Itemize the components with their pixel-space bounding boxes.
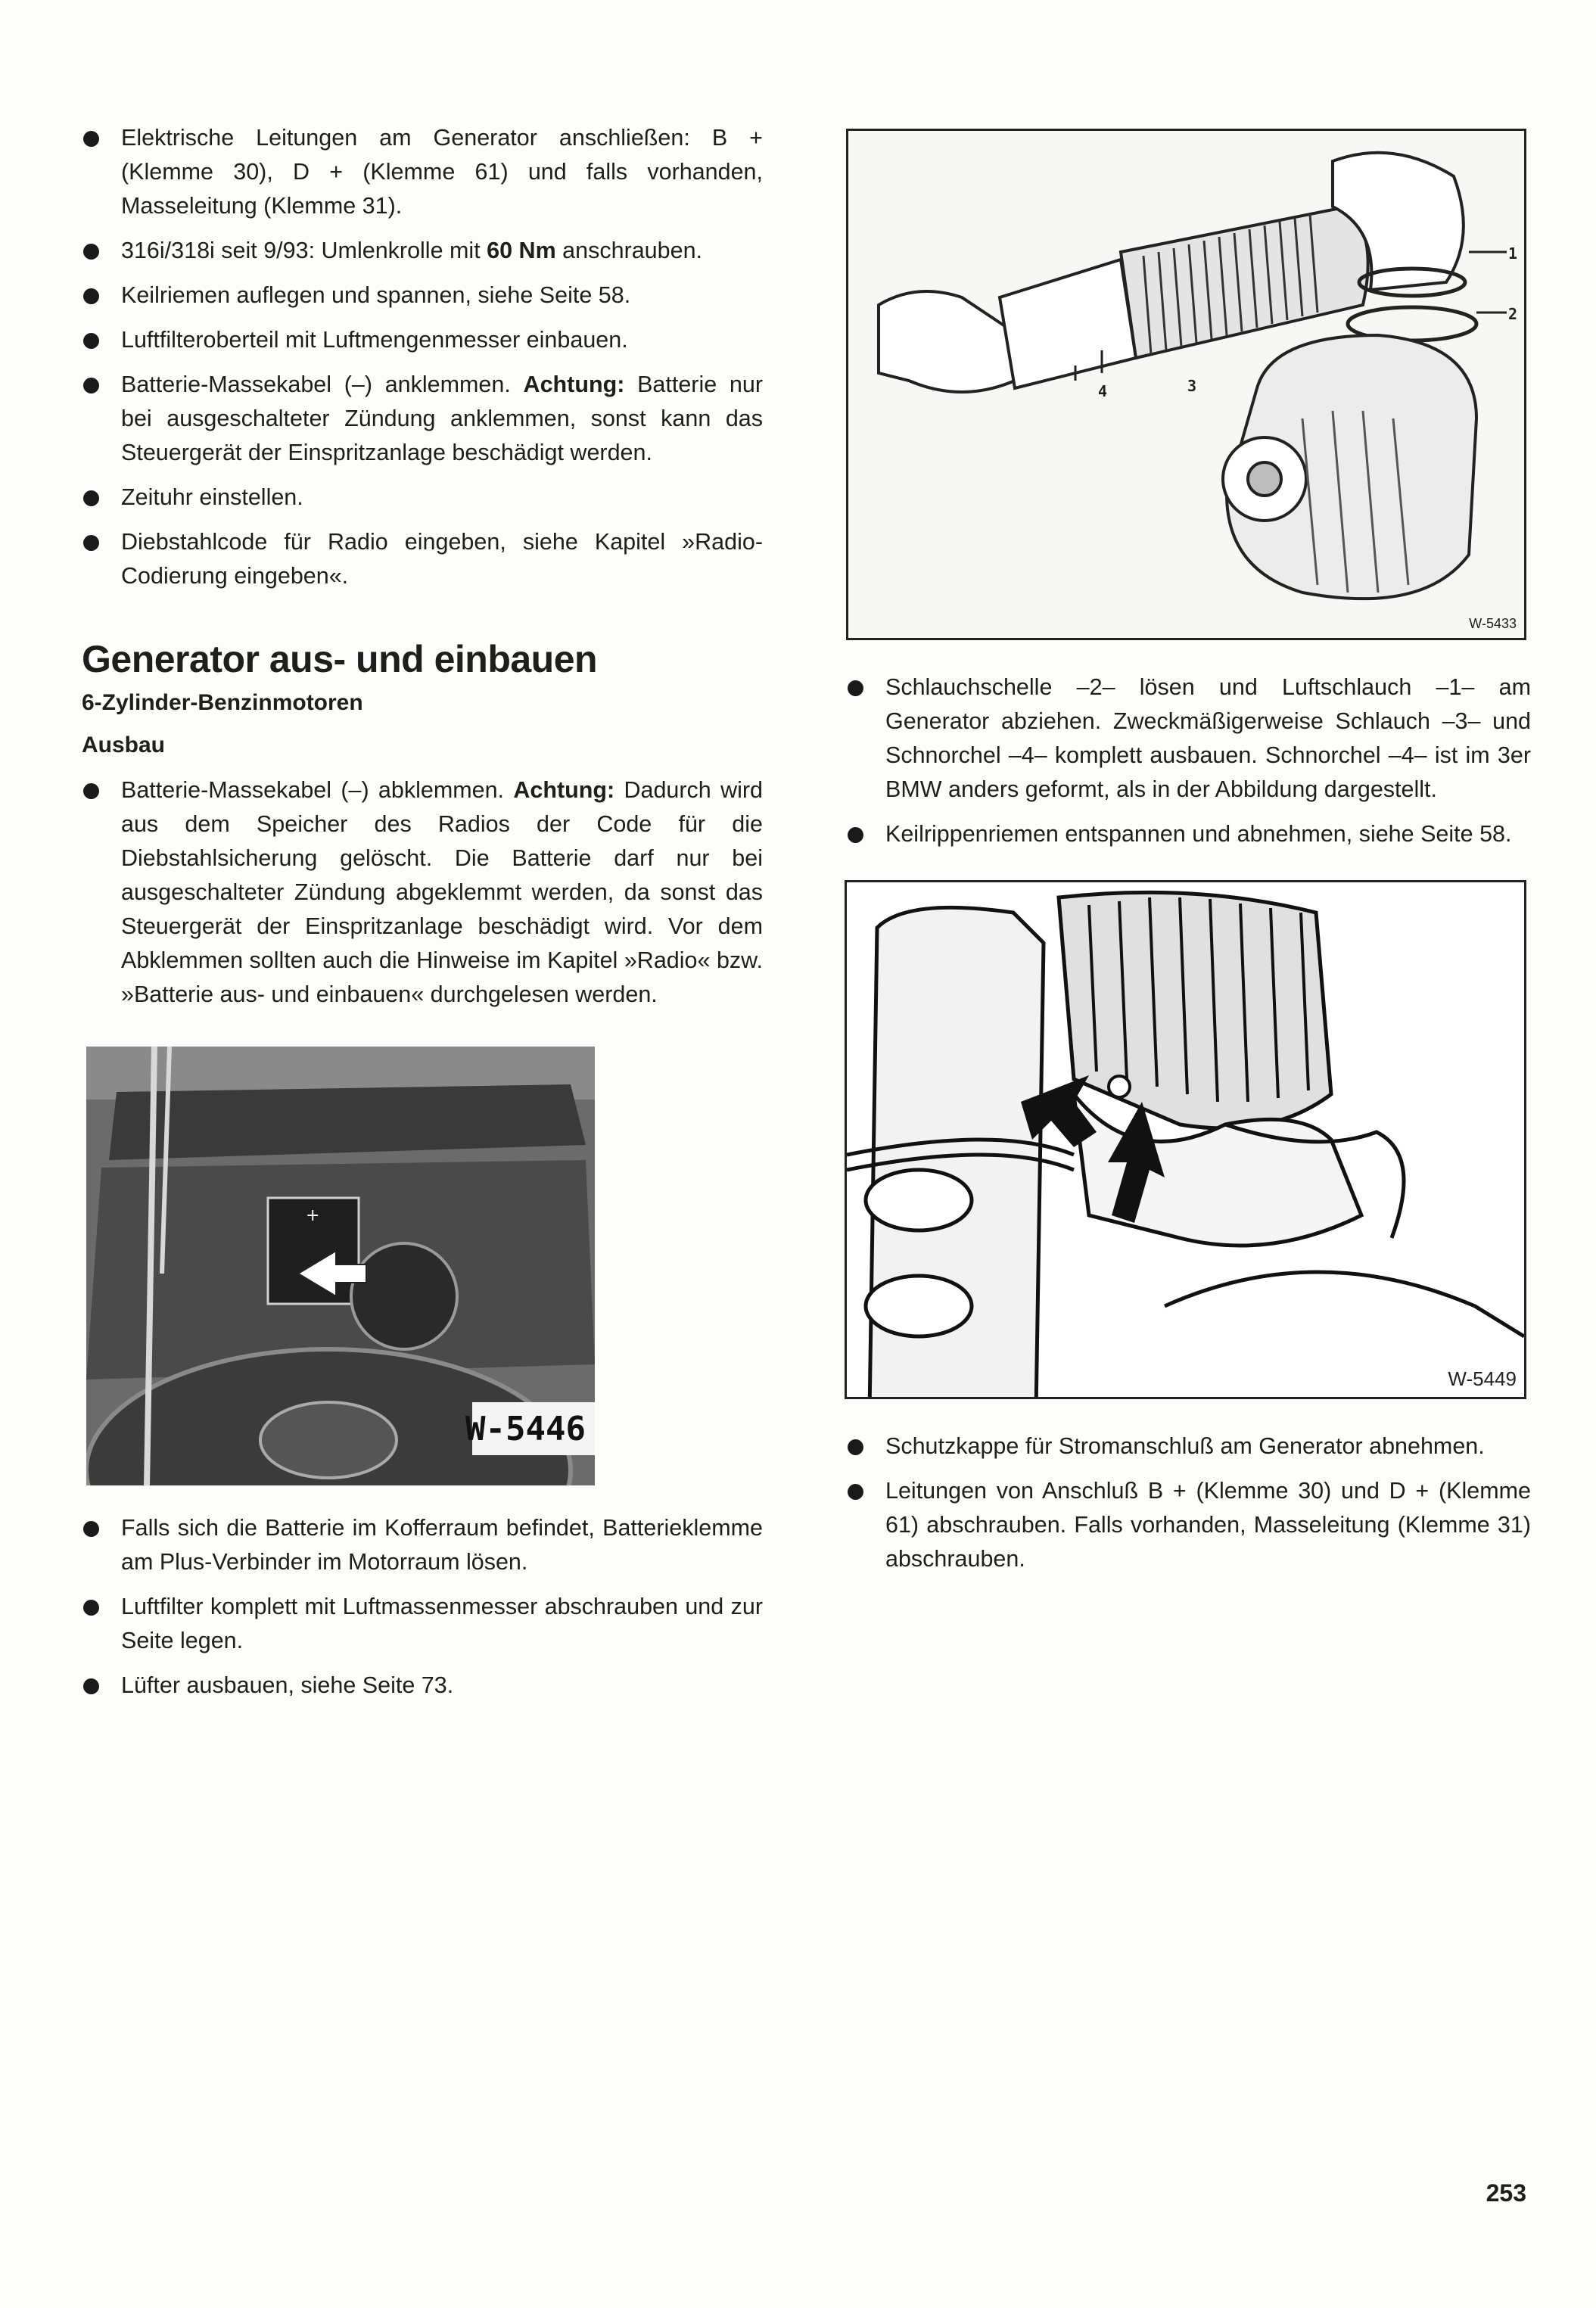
bullet-text: 316i/318i seit 9/93: Umlenkrolle mit: [121, 238, 487, 263]
bullet-bold-text: Achtung:: [513, 777, 615, 803]
bullet-text-tail: Dadurch wird aus dem Speicher des Radios der Code für die Diebstahlsicherung gelöscht. Die Batterie darf nur bei ausgeschalteter Zündung abgeklemmt werden, da sonst das Steuergerät der Einspritzanlage beschädigt wird. Vor dem Abklemmen sollten auch die Hinweise im Kapitel »Radio« bzw. »Batterie aus- und einbauen« durchgelesen werden.: [121, 777, 763, 1007]
generator-hose-diagram: [846, 129, 1526, 640]
bullet-item: [82, 773, 763, 1012]
bullet-item: [82, 368, 763, 470]
bullet-item: [846, 670, 1531, 807]
left-column: [82, 121, 763, 1713]
bullet-text: Keilrippenriemen entspannen und abnehmen, siehe Seite 58.: [885, 821, 1512, 847]
hose-drawing: [848, 131, 1524, 638]
bullet-item: [82, 234, 763, 268]
bullet-text: Leitungen von Anschluß B + (Klemme 30) und D + (Klemme 61) abschrauben. Falls vorhanden, Masseleitung (Klemme 31) abschrauben.: [885, 1478, 1531, 1572]
bullet-item: [82, 121, 763, 223]
callout-3: 3: [1187, 377, 1197, 395]
intro-bullet-list: [82, 121, 763, 593]
bullet-item: [82, 481, 763, 515]
bullet-text: Batterie-Massekabel (–) anklemmen.: [121, 372, 524, 397]
bullet-text: Luftfilter komplett mit Luftmassenmesser abschrauben und zur Seite legen.: [121, 1594, 763, 1653]
svg-text:+: +: [306, 1206, 320, 1225]
bullet-text-tail: Batterie nur bei ausgeschalteter Zündung anklemmen, sonst kann das Steuergerät der Einspritzanlage beschädigt werden.: [121, 372, 763, 465]
figure-label: W-5433: [1469, 616, 1517, 631]
bullet-item: [82, 1511, 763, 1579]
bullet-item: [82, 1590, 763, 1658]
bullet-text: Lüfter ausbauen, siehe Seite 73.: [121, 1672, 454, 1698]
bullet-text: Luftfilteroberteil mit Luftmengenmesser einbauen.: [121, 327, 628, 353]
right-column: [846, 129, 1531, 1587]
bullet-text: Elektrische Leitungen am Generator anschließen: B + (Klemme 30), D + (Klemme 61) und falls vorhanden, Masseleitung (Klemme 31).: [121, 125, 763, 219]
callout-1: 1: [1508, 244, 1518, 263]
right-bullet-list-2: [846, 1429, 1531, 1576]
callout-4: 4: [1098, 382, 1108, 400]
ausbau-bullet-list: [82, 773, 763, 1012]
figure-label: W-5449: [1448, 1367, 1517, 1390]
figure-label: W-5446: [465, 1410, 586, 1448]
bullet-text: Zeituhr einstellen.: [121, 484, 303, 510]
bullet-text: Schlauchschelle –2– lösen und Luftschlauch –1– am Generator abziehen. Zweckmäßigerweise Schlauch –3– und Schnorchel –4– komplett ausbauen. Schnorchel –4– ist im 3er BMW anders geformt, als in der Abbildung dargestellt.: [885, 674, 1531, 802]
battery-photo-figure: [86, 1047, 595, 1485]
bullet-item: [846, 1429, 1531, 1463]
generator-photo: [847, 882, 1524, 1397]
bullet-item: [846, 1474, 1531, 1576]
generator-photo-figure: [845, 880, 1526, 1399]
bullet-item: [82, 278, 763, 313]
bullet-item: [82, 323, 763, 357]
ausbau-heading: Ausbau: [82, 733, 166, 757]
callout-2: 2: [1508, 305, 1518, 323]
bullet-bold-text: Achtung:: [523, 372, 625, 397]
bullet-text: Batterie-Massekabel (–) abklemmen.: [121, 777, 514, 803]
page-number: 253: [1486, 2179, 1526, 2207]
after-bullet-list: [82, 1511, 763, 1703]
section-title: Generator aus- und einbauen: [82, 638, 598, 680]
bullet-text: Keilriemen auflegen und spannen, siehe Seite 58.: [121, 282, 631, 308]
bullet-item: [846, 817, 1531, 851]
bullet-text: Falls sich die Batterie im Kofferraum befindet, Batterieklemme am Plus-Verbinder im Motorraum lösen.: [121, 1515, 763, 1575]
bullet-text: Schutzkappe für Stromanschluß am Generator abnehmen.: [885, 1433, 1485, 1459]
bullet-item: [82, 525, 763, 593]
bullet-bold-text: 60 Nm: [487, 238, 556, 263]
right-bullet-list-1: [846, 670, 1531, 851]
bullet-item: [82, 1669, 763, 1703]
bullet-text: Diebstahlcode für Radio eingeben, siehe Kapitel »Radio-Codierung eingeben«.: [121, 529, 763, 589]
bullet-text-tail: anschrauben.: [555, 238, 703, 263]
engine-subtitle: 6-Zylinder-Benzinmotoren: [82, 690, 363, 715]
